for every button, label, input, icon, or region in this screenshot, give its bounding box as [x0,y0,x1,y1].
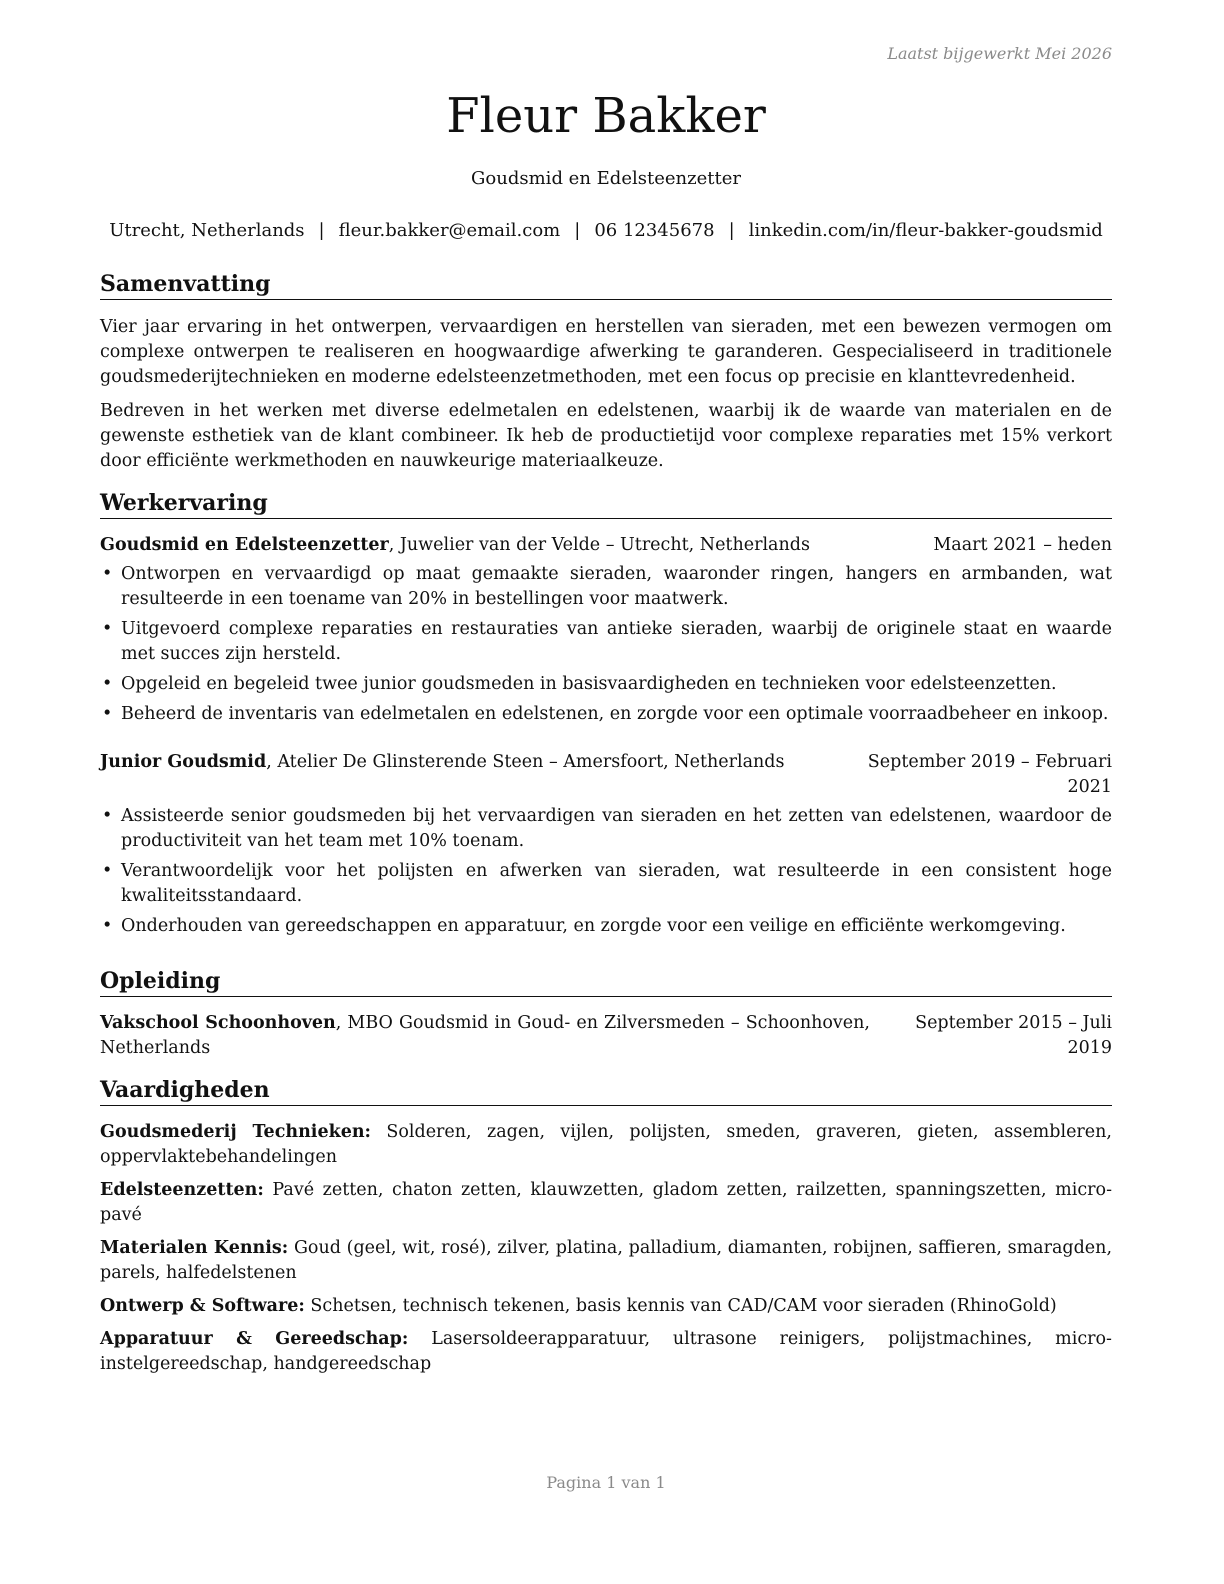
contact-line [100,219,1112,243]
education-entry [100,1011,1112,1061]
last-updated: Laatst bijgewerkt Mei 2026 [887,44,1112,63]
job-title: Goudsmid en Edelsteenzetter [471,168,741,189]
job-date: Maart 2021 – heden [933,535,1112,555]
job-entry [100,533,1112,727]
skills-section [100,1076,1112,1385]
job-bullets [100,562,1112,727]
candidate-name: Fleur Bakker [446,88,766,144]
job-role-company [100,533,810,558]
job-role: Goudsmid en Edelsteenzetter [100,535,389,555]
job-header [100,533,1112,558]
section-title-education: Opleiding [100,967,1112,997]
job-bullet: • Verantwoordelijk voor het polijsten en afwerken van sieraden, wat resulteerde in een consistent hoge kwaliteitsstandaard. [100,859,1112,909]
page-number: Pagina 1 van 1 [546,1473,666,1492]
job-company: , Juwelier van der Velde – Utrecht, Netherlands [388,535,810,555]
skill-label: Goudsmederij Technieken: [100,1122,372,1142]
summary-paragraph: Vier jaar ervaring in het ontwerpen, vervaardigen en herstellen van sieraden, met een bewezen vermogen om complexe ontwerpen te realiseren en hoogwaardige afwerking te garanderen. Gespecialiseerd in traditionele goudsmederijtechnieken en moderne edelsteenzetmethoden, met een focus op precisie en klanttevredenheid. [100,317,1112,387]
section-title-skills: Vaardigheden [100,1076,1112,1106]
job-bullet: • Ontworpen en vervaardigd op maat gemaakte sieraden, waaronder ringen, hangers en armbanden, wat resulteerde in een toename van 20% in bestellingen voor maatwerk. [100,562,1112,612]
skill-text: Pavé zetten, chaton zetten, klauwzetten, gladom zetten, railzetten, spanningszetten, micro-pavé [100,1180,1112,1225]
skill-item [100,1178,1112,1228]
education-program: , MBO Goudsmid in Goud- en Zilversmeden – Schoonhoven, Netherlands [100,1013,870,1058]
skill-text: Schetsen, technisch tekenen, basis kennis van CAD/CAM voor sieraden (RhinoGold) [304,1296,1057,1316]
contact-separator: | [728,220,735,241]
education-section [100,967,1112,1061]
job-role-company [100,750,784,775]
job-bullet: • Assisteerde senior goudsmeden bij het vervaardigen van sieraden en het zetten van edelstenen, waardoor de productiviteit van het team met 10% toenam. [100,804,1112,854]
education-date: September 2015 – Juli 2019 [915,1013,1112,1058]
job-bullet: • Uitgevoerd complexe reparaties en restauraties van antieke sieraden, waarbij de originele staat en waarde met succes zijn hersteld. [100,617,1112,667]
education-school-program [100,1011,870,1061]
contact-linkedin[interactable]: linkedin.com/in/fleur-bakker-goudsmid [748,220,1103,241]
skill-label: Ontwerp & Software: [100,1296,305,1316]
skill-item [100,1120,1112,1170]
skill-item [100,1327,1112,1377]
job-bullet: • Beheerd de inventaris van edelmetalen en edelstenen, en zorgde voor een optimale voorraadbeheer en inkoop. [100,702,1112,727]
summary-paragraph: Bedreven in het werken met diverse edelmetalen en edelstenen, waarbij ik de waarde van materialen en de gewenste esthetiek van de klant combineer. Ik heb de productietijd voor complexe reparaties met 15% verkort door efficiënte werkmethoden en nauwkeurige materiaalkeuze. [100,401,1112,471]
job-header [100,750,1112,800]
contact-phone[interactable]: 06 12345678 [594,220,715,241]
job-bullet: • Opgeleid en begeleid twee junior goudsmeden in basisvaardigheden en technieken voor edelsteenzetten. [100,672,1112,697]
skill-text: Solderen, zagen, vijlen, polijsten, smeden, graveren, gieten, assembleren, oppervlaktebehandelingen [100,1122,1112,1167]
skill-item [100,1236,1112,1286]
section-title-experience: Werkervaring [100,489,1112,519]
contact-email[interactable]: fleur.bakker@email.com [338,220,561,241]
job-role: Junior Goudsmid [100,752,267,772]
summary-section [100,270,1112,474]
job-bullet: • Onderhouden van gereedschappen en apparatuur, en zorgde voor een veilige en efficiënte werkomgeving. [100,914,1112,939]
skills-list [100,1120,1112,1377]
skill-label: Edelsteenzetten: [100,1180,264,1200]
skill-text: Goud (geel, wit, rosé), zilver, platina, palladium, diamanten, robijnen, saffieren, smaragden, parels, halfedelstenen [100,1238,1113,1283]
job-entry [100,750,1112,939]
skill-text: Lasersoldeerapparatuur, ultrasone reinigers, polijstmachines, micro-instelgereedschap, handgereedschap [100,1329,1112,1374]
contact-location: Utrecht, Netherlands [109,220,305,241]
contact-separator: | [318,220,325,241]
skill-label: Apparatuur & Gereedschap: [100,1329,409,1349]
education-school: Vakschool Schoonhoven [100,1013,336,1033]
skill-item [100,1294,1112,1319]
section-title-summary: Samenvatting [100,270,1112,300]
experience-section [100,489,1112,944]
job-company: , Atelier De Glinsterende Steen – Amersfoort, Netherlands [266,752,785,772]
job-date: September 2019 – Februari 2021 [867,752,1112,797]
contact-separator: | [574,220,581,241]
job-bullets [100,804,1112,939]
skill-label: Materialen Kennis: [100,1238,289,1258]
resume-page [100,0,1112,1584]
